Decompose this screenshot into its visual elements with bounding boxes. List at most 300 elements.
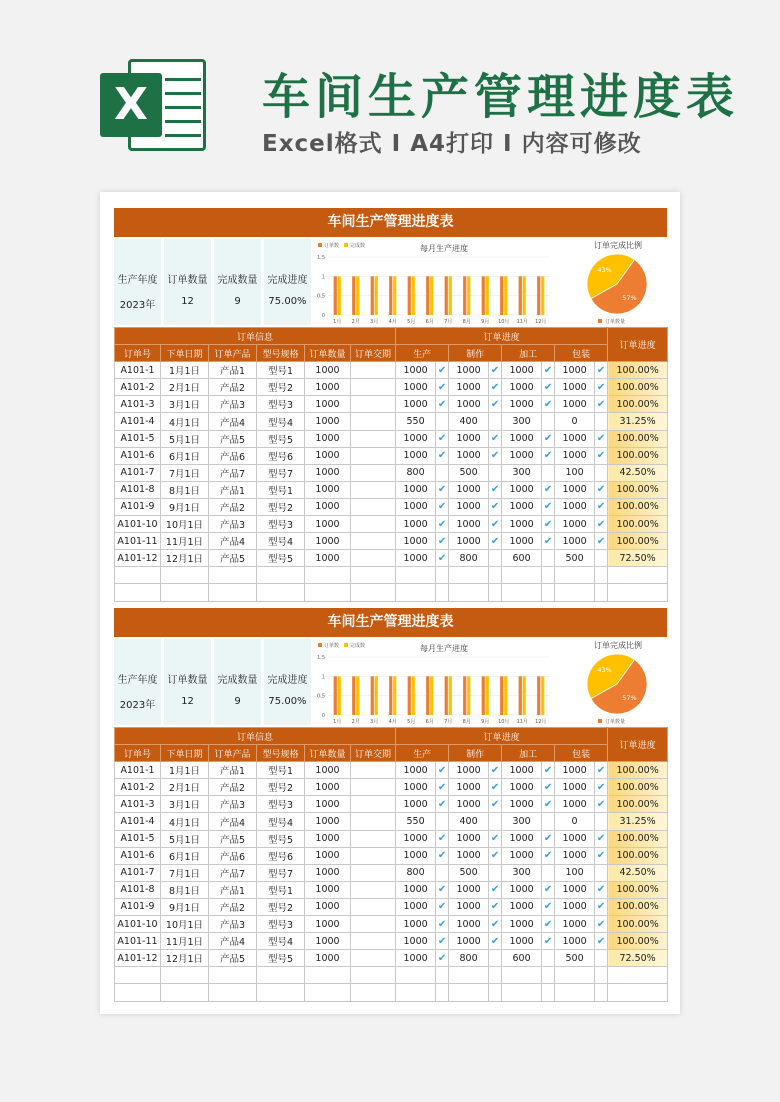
table-cell-pct: 100.00% [608,498,668,515]
x-tick-label: 11月 [516,719,528,725]
x-tick-label: 12月 [535,719,547,725]
table-row [115,898,668,915]
summary-panel [114,237,667,327]
order-info-header: 订单信息 [115,328,396,345]
table-cell-s1: 1000 [396,898,436,915]
table-cell-c2: ✔ [489,362,502,379]
table-cell-qty: 1000 [305,796,351,813]
legend-swatch [318,643,322,647]
table-cell-pct: 100.00% [608,830,668,847]
table-row [115,796,668,813]
order-info-header: 订单信息 [115,728,396,745]
table-cell-s4: 1000 [555,379,595,396]
bar-mark [356,276,359,315]
summary-value: 9 [234,696,241,707]
table-cell-id: A101-11 [115,533,161,550]
table-cell-c2: ✔ [489,762,502,779]
sheet-title: 车间生产管理进度表 [114,208,667,237]
page-subtitle: Excel格式 I A4打印 I 内容可修改 [262,131,642,157]
table-cell-date: 12月1日 [161,550,209,567]
stage-header: 包装 [555,345,608,362]
excel-logo-icon [100,55,210,155]
completion-pie-chart [562,639,667,725]
table-cell-qty: 1000 [305,396,351,413]
table-cell-product: 产品1 [209,762,257,779]
bar-mark [408,276,411,315]
table-cell-due [351,881,396,898]
table-cell-s2: 1000 [449,898,489,915]
table-cell-s4: 1000 [555,933,595,950]
table-cell-c4 [595,413,608,430]
table-cell-s3: 1000 [502,881,542,898]
table-cell-qty: 1000 [305,516,351,533]
table-cell-s1: 1000 [396,881,436,898]
table-cell-date: 7月1日 [161,864,209,881]
empty-cell [489,967,502,984]
empty-cell [115,567,161,584]
table-cell-c3: ✔ [542,847,555,864]
table-cell-c3 [542,464,555,481]
table-cell-c1: ✔ [436,830,449,847]
summary-label: 完成数量 [217,675,258,686]
pie-slice-label: 57% [622,693,637,702]
order-progress-header: 订单进度 [396,728,608,745]
table-cell-date: 4月1日 [161,413,209,430]
pie-slice-label: 43% [597,266,612,275]
table-cell-s4: 500 [555,550,595,567]
table-cell-model: 型号3 [257,516,305,533]
summary-panel [114,637,667,727]
table-cell-c3: ✔ [542,933,555,950]
empty-cell [305,584,351,601]
empty-cell [257,967,305,984]
pie-legend-swatch [598,319,602,323]
table-cell-c1: ✔ [436,550,449,567]
table-cell-c2 [489,864,502,881]
table-cell-c1: ✔ [436,881,449,898]
bar-mark [449,276,452,315]
table-cell-qty: 1000 [305,379,351,396]
empty-cell [396,584,436,601]
legend-label: 完成数 [350,243,366,249]
table-cell-pct: 100.00% [608,533,668,550]
sheet-title: 车间生产管理进度表 [114,608,667,637]
bar-mark [412,676,415,715]
table-row [115,379,668,396]
pie-legend-swatch [598,719,602,723]
table-cell-s3: 1000 [502,533,542,550]
table-row [115,847,668,864]
table-cell-qty: 1000 [305,533,351,550]
table-cell-s2: 1000 [449,796,489,813]
table-cell-c4: ✔ [595,916,608,933]
table-cell-s3: 1000 [502,933,542,950]
x-tick-label: 4月 [388,319,397,325]
table-cell-s1: 1000 [396,516,436,533]
table-cell-due [351,550,396,567]
empty-row [115,584,668,601]
table-cell-s1: 1000 [396,550,436,567]
table-cell-s3: 1000 [502,779,542,796]
bar-mark [338,676,341,715]
bar-mark [486,676,489,715]
table-cell-c4: ✔ [595,447,608,464]
table-cell-c4: ✔ [595,396,608,413]
bar-mark [408,676,411,715]
table-row [115,950,668,967]
y-tick-label: 1.5 [317,655,325,661]
table-cell-id: A101-7 [115,464,161,481]
table-cell-s2: 1000 [449,447,489,464]
table-cell-c2 [489,550,502,567]
table-cell-s1: 1000 [396,830,436,847]
table-cell-id: A101-3 [115,396,161,413]
empty-cell [161,584,209,601]
table-cell-c1: ✔ [436,498,449,515]
column-header-row [115,345,668,362]
x-tick-label: 12月 [535,319,547,325]
header-banner [0,0,780,190]
x-tick-label: 3月 [370,319,379,325]
column-header: 订单号 [115,345,161,362]
empty-cell [502,984,542,1001]
table-cell-product: 产品3 [209,796,257,813]
table-cell-c2: ✔ [489,830,502,847]
table-cell-due [351,796,396,813]
empty-cell [595,984,608,1001]
table-cell-qty: 1000 [305,430,351,447]
table-cell-c3 [542,550,555,567]
table-cell-product: 产品1 [209,481,257,498]
table-cell-model: 型号3 [257,796,305,813]
table-cell-product: 产品3 [209,516,257,533]
table-cell-s3: 600 [502,950,542,967]
table-cell-s3: 1000 [502,481,542,498]
table-cell-s4: 1000 [555,762,595,779]
table-row [115,881,668,898]
table-cell-id: A101-10 [115,916,161,933]
table-cell-s4: 100 [555,864,595,881]
table-cell-model: 型号5 [257,550,305,567]
bar-mark [356,676,359,715]
table-cell-c4 [595,864,608,881]
table-cell-product: 产品2 [209,779,257,796]
empty-cell [305,984,351,1001]
table-cell-due [351,481,396,498]
empty-cell [396,567,436,584]
table-cell-s3: 1000 [502,498,542,515]
table-cell-c3: ✔ [542,396,555,413]
table-cell-c4: ✔ [595,898,608,915]
bar-mark [334,676,337,715]
empty-row [115,984,668,1001]
table-cell-model: 型号5 [257,830,305,847]
table-cell-date: 3月1日 [161,796,209,813]
y-tick-label: 1 [321,674,325,681]
table-cell-qty: 1000 [305,813,351,830]
table-cell-id: A101-6 [115,447,161,464]
table-cell-due [351,830,396,847]
empty-cell [161,567,209,584]
empty-cell [436,567,449,584]
table-row [115,430,668,447]
table-cell-s3: 1000 [502,898,542,915]
table-cell-s3: 1000 [502,830,542,847]
table-cell-s1: 1000 [396,933,436,950]
table-cell-pct: 100.00% [608,447,668,464]
empty-cell [555,984,595,1001]
x-tick-label: 3月 [370,719,379,725]
table-cell-due [351,847,396,864]
table-cell-date: 6月1日 [161,447,209,464]
table-cell-due [351,813,396,830]
table-cell-due [351,413,396,430]
empty-cell [436,984,449,1001]
document-paper [100,192,680,1014]
x-tick-label: 1月 [333,319,342,325]
bar-mark [482,276,485,315]
table-cell-product: 产品3 [209,396,257,413]
table-cell-c4: ✔ [595,481,608,498]
table-cell-date: 3月1日 [161,396,209,413]
table-cell-s2: 400 [449,413,489,430]
table-cell-c3: ✔ [542,430,555,447]
table-cell-s2: 1000 [449,430,489,447]
table-cell-id: A101-1 [115,362,161,379]
summary-item [164,639,211,725]
empty-cell [305,567,351,584]
table-row [115,447,668,464]
table-cell-pct: 100.00% [608,847,668,864]
group-header-row [115,328,668,345]
table-cell-s2: 1000 [449,881,489,898]
table-cell-s4: 1000 [555,516,595,533]
table-cell-date: 10月1日 [161,516,209,533]
order-table [114,327,668,602]
table-cell-s2: 1000 [449,847,489,864]
table-cell-s4: 500 [555,950,595,967]
table-cell-s4: 1000 [555,447,595,464]
table-cell-c3 [542,950,555,967]
empty-cell [351,567,396,584]
summary-item [264,239,311,325]
table-cell-pct: 100.00% [608,796,668,813]
table-cell-product: 产品5 [209,550,257,567]
legend-label: 完成数 [350,643,366,649]
table-cell-s2: 400 [449,813,489,830]
table-cell-s1: 1000 [396,847,436,864]
bar-mark [430,676,433,715]
y-tick-label: 0.5 [317,693,325,700]
table-cell-s4: 0 [555,413,595,430]
table-cell-date: 9月1日 [161,498,209,515]
group-header-row [115,728,668,745]
summary-label: 生产年度 [117,275,158,286]
x-tick-label: 1月 [333,719,342,725]
order-table [114,727,668,1002]
table-cell-due [351,933,396,950]
table-cell-pct: 100.00% [608,762,668,779]
table-row [115,464,668,481]
x-tick-label: 6月 [425,319,434,325]
empty-cell [608,984,668,1001]
order-pct-header: 订单进度 [608,728,668,762]
table-cell-s4: 1000 [555,796,595,813]
table-cell-date: 11月1日 [161,533,209,550]
stage-header: 生产 [396,345,449,362]
empty-cell [489,567,502,584]
table-cell-qty: 1000 [305,498,351,515]
table-cell-s3: 1000 [502,396,542,413]
table-cell-date: 5月1日 [161,430,209,447]
table-cell-c4: ✔ [595,762,608,779]
table-cell-model: 型号4 [257,813,305,830]
table-cell-date: 9月1日 [161,898,209,915]
table-cell-pct: 100.00% [608,898,668,915]
table-cell-date: 4月1日 [161,813,209,830]
order-pct-header: 订单进度 [608,328,668,362]
bar-mark [482,676,485,715]
table-cell-c1: ✔ [436,779,449,796]
table-cell-c1: ✔ [436,933,449,950]
table-cell-s2: 500 [449,464,489,481]
table-cell-date: 12月1日 [161,950,209,967]
order-progress-header: 订单进度 [396,328,608,345]
table-cell-s4: 1000 [555,362,595,379]
table-cell-id: A101-3 [115,796,161,813]
table-cell-c1: ✔ [436,396,449,413]
bar-mark [523,676,526,715]
table-cell-s1: 1000 [396,481,436,498]
bar-mark [389,276,392,315]
table-cell-product: 产品5 [209,430,257,447]
table-cell-due [351,498,396,515]
table-cell-s1: 1000 [396,950,436,967]
table-cell-s2: 1000 [449,362,489,379]
table-row [115,762,668,779]
table-cell-due [351,762,396,779]
table-cell-c3 [542,413,555,430]
table-cell-id: A101-9 [115,498,161,515]
table-cell-pct: 100.00% [608,516,668,533]
x-tick-label: 5月 [407,719,416,725]
table-cell-c4 [595,813,608,830]
table-cell-pct: 31.25% [608,813,668,830]
table-cell-qty: 1000 [305,864,351,881]
table-cell-s1: 1000 [396,498,436,515]
x-tick-label: 9月 [481,719,490,725]
table-cell-c1: ✔ [436,430,449,447]
table-cell-s2: 1000 [449,830,489,847]
table-row [115,396,668,413]
table-cell-s3: 1000 [502,516,542,533]
bar-mark [537,276,540,315]
bar-mark [371,676,374,715]
table-row [115,779,668,796]
table-cell-model: 型号7 [257,864,305,881]
sheet-block-1 [114,208,667,602]
table-cell-model: 型号3 [257,396,305,413]
table-cell-c2: ✔ [489,916,502,933]
table-cell-s3: 300 [502,864,542,881]
table-cell-qty: 1000 [305,362,351,379]
table-cell-qty: 1000 [305,950,351,967]
table-cell-c1: ✔ [436,916,449,933]
x-tick-label: 8月 [462,319,471,325]
empty-cell [351,584,396,601]
page-title: 车间生产管理进度表 [262,69,740,125]
legend-label: 订单数 [324,643,340,649]
summary-label: 订单数量 [167,675,208,686]
table-cell-c4: ✔ [595,379,608,396]
legend-label: 订单数 [324,243,340,249]
table-cell-c1: ✔ [436,481,449,498]
empty-cell [449,567,489,584]
bar-mark [486,276,489,315]
table-cell-c2: ✔ [489,447,502,464]
summary-label: 完成进度 [267,275,308,286]
empty-cell [595,567,608,584]
table-cell-qty: 1000 [305,550,351,567]
empty-cell [436,584,449,601]
empty-cell [449,984,489,1001]
table-cell-pct: 100.00% [608,481,668,498]
empty-cell [489,984,502,1001]
monthly-progress-chart [314,239,554,325]
table-cell-s4: 0 [555,813,595,830]
table-cell-product: 产品1 [209,362,257,379]
table-cell-id: A101-1 [115,762,161,779]
table-cell-model: 型号1 [257,362,305,379]
table-row [115,830,668,847]
column-header-row [115,745,668,762]
table-cell-s2: 500 [449,864,489,881]
summary-item [214,239,261,325]
table-cell-date: 11月1日 [161,933,209,950]
table-cell-id: A101-5 [115,430,161,447]
table-cell-model: 型号2 [257,898,305,915]
empty-cell [502,584,542,601]
table-cell-c2: ✔ [489,498,502,515]
empty-cell [257,567,305,584]
table-cell-model: 型号7 [257,464,305,481]
bar-chart-title: 每月生产进度 [420,244,468,253]
bar-mark [523,276,526,315]
table-cell-product: 产品2 [209,379,257,396]
empty-cell [209,984,257,1001]
empty-cell [555,567,595,584]
table-cell-product: 产品4 [209,413,257,430]
table-cell-c2: ✔ [489,796,502,813]
bar-mark [393,676,396,715]
bar-mark [541,676,544,715]
table-cell-pct: 100.00% [608,396,668,413]
x-tick-label: 9月 [481,319,490,325]
pie-legend-label: 订单数量 [605,319,626,325]
table-cell-c1: ✔ [436,847,449,864]
empty-cell [502,567,542,584]
table-cell-date: 5月1日 [161,830,209,847]
table-cell-c3: ✔ [542,447,555,464]
table-cell-c1: ✔ [436,796,449,813]
table-cell-product: 产品5 [209,830,257,847]
table-cell-product: 产品5 [209,950,257,967]
table-cell-s1: 1000 [396,430,436,447]
table-cell-qty: 1000 [305,447,351,464]
summary-label: 完成数量 [217,275,258,286]
table-cell-model: 型号1 [257,481,305,498]
table-cell-qty: 1000 [305,830,351,847]
